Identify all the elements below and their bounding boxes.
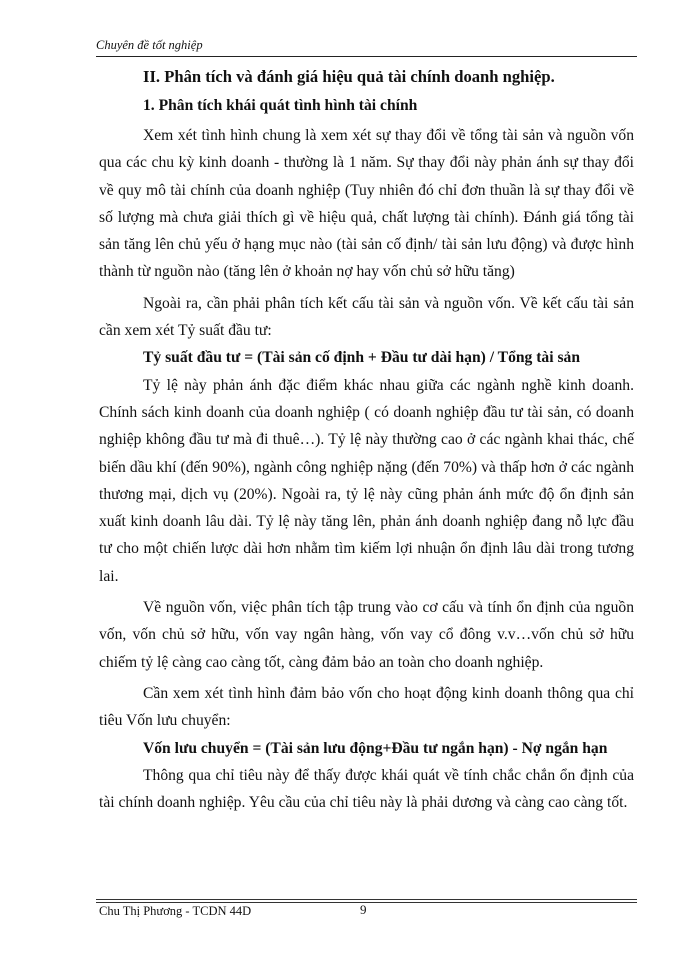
document-body — [99, 62, 634, 816]
footer-divider — [96, 902, 637, 903]
paragraph: Xem xét tình hình chung là xem xét sự thay đổi về tổng tài sản và nguồn vốn qua các chu kỳ kinh doanh - thường là 1 năm. Sự thay đổi này phản ánh sự thay đổi về quy mô tài chính của doanh nghiệp (Tuy nhiên đó chỉ đơn thuần là sự thay đổi về số lượng mà chưa giải thích gì về hiệu quả, chất lượng tài chính). Đánh giá tổng tài sản tăng lên chủ yếu ở hạng mục nào (tài sản cố định/ tài sản lưu động) và được hình thành từ nguồn nào (tăng lên ở khoản nợ hay vốn chủ sở hữu tăng) — [99, 127, 634, 281]
header-divider — [96, 56, 637, 57]
paragraph: Ngoài ra, cần phải phân tích kết cấu tài sản và nguồn vốn. Về kết cấu tài sản cần xem xét Tỷ suất đầu tư: — [99, 294, 634, 340]
sub-heading: 1. Phân tích khái quát tình hình tài chính — [143, 97, 418, 114]
formula-working-capital: Vốn lưu chuyển = (Tài sản lưu động+Đầu tư ngắn hạn) - Nợ ngắn hạn — [143, 739, 608, 757]
paragraph: Tỷ lệ này phản ánh đặc điểm khác nhau giữa các ngành nghề kinh doanh. Chính sách kinh doanh của doanh nghiệp ( có doanh nghiệp đầu tư tài sản, có doanh nghiệp không đầu tư mà đi thuê…). Tỷ lệ này thường cao ở các ngành khai thác, chế biến dầu khí (đến 90%), ngành công nghiệp nặng (đến 70%) và thấp hơn ở các ngành thương mại, dịch vụ (20%). Ngoài ra, tỷ lệ này cũng phản ánh mức độ ổn định sản xuất kinh doanh lâu dài. Tỷ lệ này tăng lên, phản ánh doanh nghiệp đang nỗ lực đầu tư cho một chiến lược dài hơn nhằm tìm kiếm lợi nhuận ổn định lâu dài trong tương lai. — [99, 376, 634, 585]
page-number: 9 — [360, 902, 367, 917]
formula-investment-ratio: Tỷ suất đầu tư = (Tài sản cố định + Đầu tư dài hạn) / Tổng tài sản — [143, 349, 580, 367]
page-header: Chuyên đề tốt nghiệp — [96, 38, 203, 52]
paragraph: Cần xem xét tình hình đảm bảo vốn cho hoạt động kinh doanh thông qua chỉ tiêu Vốn lưu chuyển: — [99, 684, 634, 730]
paragraph: Thông qua chỉ tiêu này để thấy được khái quát về tính chắc chắn ổn định của tài chính doanh nghiệp. Yêu cầu của chỉ tiêu này là phải dương và càng cao càng tốt. — [99, 766, 634, 812]
paragraph: Về nguồn vốn, việc phân tích tập trung vào cơ cấu và tính ổn định của nguồn vốn, vốn chủ sở hữu, vốn vay ngân hàng, vốn vay cổ đông v.v…vốn chủ sở hữu chiếm tỷ lệ càng cao càng tốt, càng đảm bảo an toàn cho doanh nghiệp. — [99, 599, 634, 671]
section-heading: II. Phân tích và đánh giá hiệu quả tài chính doanh nghiệp. — [143, 67, 555, 86]
footer-divider — [96, 899, 637, 900]
footer-author: Chu Thị Phương - TCDN 44D — [99, 904, 252, 918]
